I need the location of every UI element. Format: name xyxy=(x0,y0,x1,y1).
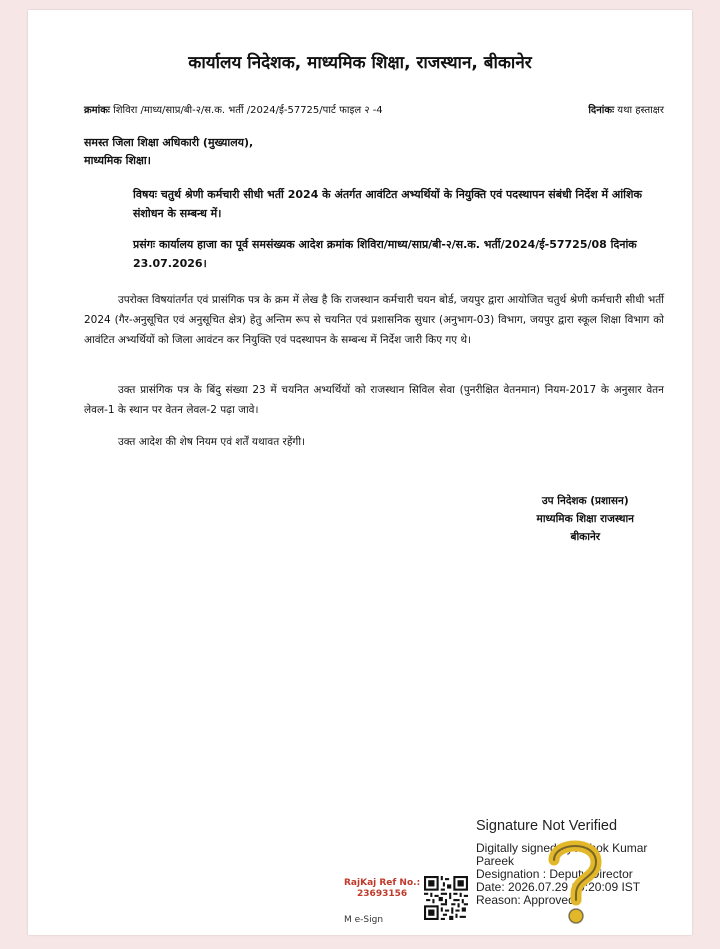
paragraph-2: उक्त प्रासंगिक पत्र के बिंदु संख्या 23 में चयनित अभ्यर्थियों को राजस्थान सिविल सेवा (पुनरीक्षित वेतनमान) नियम-2017 के अनुसार वेतन लेवल-1 के स्थान पर वेतन लेवल-2 पढ़ा जावे। xyxy=(84,384,664,416)
signoff-block xyxy=(537,492,634,546)
reference: प्रसंगः कार्यालय हाजा का पूर्व समसंख्यक आदेश क्रमांक शिविरा/माध्य/साप्र/बी-२/स.क. भर्ती/2024/ई-57725/08 दिनांक 23.07.2026। xyxy=(133,238,637,270)
signoff-department: माध्यमिक शिक्षा राजस्थान xyxy=(536,513,634,525)
reference-line xyxy=(84,102,664,116)
signoff-designation: उप निदेशक (प्रशासन) xyxy=(541,495,629,507)
signature-signed-by: Digitally signed by Ashok Kumar xyxy=(476,841,648,855)
rajkaj-number: 23693156 xyxy=(357,889,408,899)
dinank-value: यथा हस्ताक्षर xyxy=(617,105,664,116)
office-title: कार्यालय निदेशक, माध्यमिक शिक्षा, राजस्थान, बीकानेर xyxy=(188,53,532,73)
signoff-place: बीकानेर xyxy=(570,531,601,543)
signature-signer-surname: Pareek xyxy=(476,854,515,868)
signature-status: Signature Not Verified xyxy=(476,818,618,834)
document-page xyxy=(28,10,692,935)
paragraph-1: उपरोक्त विषयांतर्गत एवं प्रासंगिक पत्र के क्रम में लेख है कि राजस्थान कर्मचारी चयन बोर्ड, जयपुर द्वारा आयोजित चतुर्थ श्रेणी कर्मचारी सीधी भर्ती 2024 (गैर-अनुसूचित एवं अनुसूचित क्षेत्र) हेतु अन्तिम रूप से चयनित एवं प्रशासनिक सुधार (अनुभाग-03) विभाग, जयपुर द्वारा स्कूल शिक्षा विभाग को आवंटित अभ्यर्थियों को जिला आवंटन कर नियुक्ति एवं पदस्थापन के सम्बन्ध में निर्देश जारी किए गए थे। xyxy=(84,294,664,346)
addressee xyxy=(84,134,253,170)
rajkaj-ref xyxy=(344,878,420,900)
signature-date: Date: 2026.07.29 19:20:09 IST xyxy=(476,880,641,894)
addressee-line-1: समस्त जिला शिक्षा अधिकारी (मुख्यालय), xyxy=(84,136,254,149)
kramank-label: क्रमांकः xyxy=(84,105,110,116)
addressee-line-2: माध्यमिक शिक्षा। xyxy=(84,154,151,167)
subject: विषयः चतुर्थ श्रेणी कर्मचारी सीधी भर्ती 2024 के अंतर्गत आवंटित अभ्यर्थियों के नियुक्ति एवं पदस्थापन संबंधी निर्देश में आंशिक संशोधन के सम्बन्ध में। xyxy=(133,188,642,220)
signature-reason: Reason: Approved xyxy=(476,893,575,907)
paragraph-3: उक्त आदेश की शेष नियम एवं शर्तें यथावत रहेंगी। xyxy=(118,436,306,448)
qr-code-icon xyxy=(424,876,468,920)
kramank-value: शिविरा /माध्य/साप्र/बी-२/स.क. भर्ती /2024/ई-57725/पार्ट फाइल २ -4 xyxy=(113,105,383,116)
date-block xyxy=(588,102,664,116)
signature-designation: Designation : Deputy Director xyxy=(476,867,633,881)
dinank-label: दिनांकः xyxy=(588,105,615,116)
rajkaj-label: RajKaj Ref No.: xyxy=(344,878,421,888)
esign-label: M e-Sign xyxy=(344,915,384,925)
signature-unverified-question-icon xyxy=(540,832,610,927)
